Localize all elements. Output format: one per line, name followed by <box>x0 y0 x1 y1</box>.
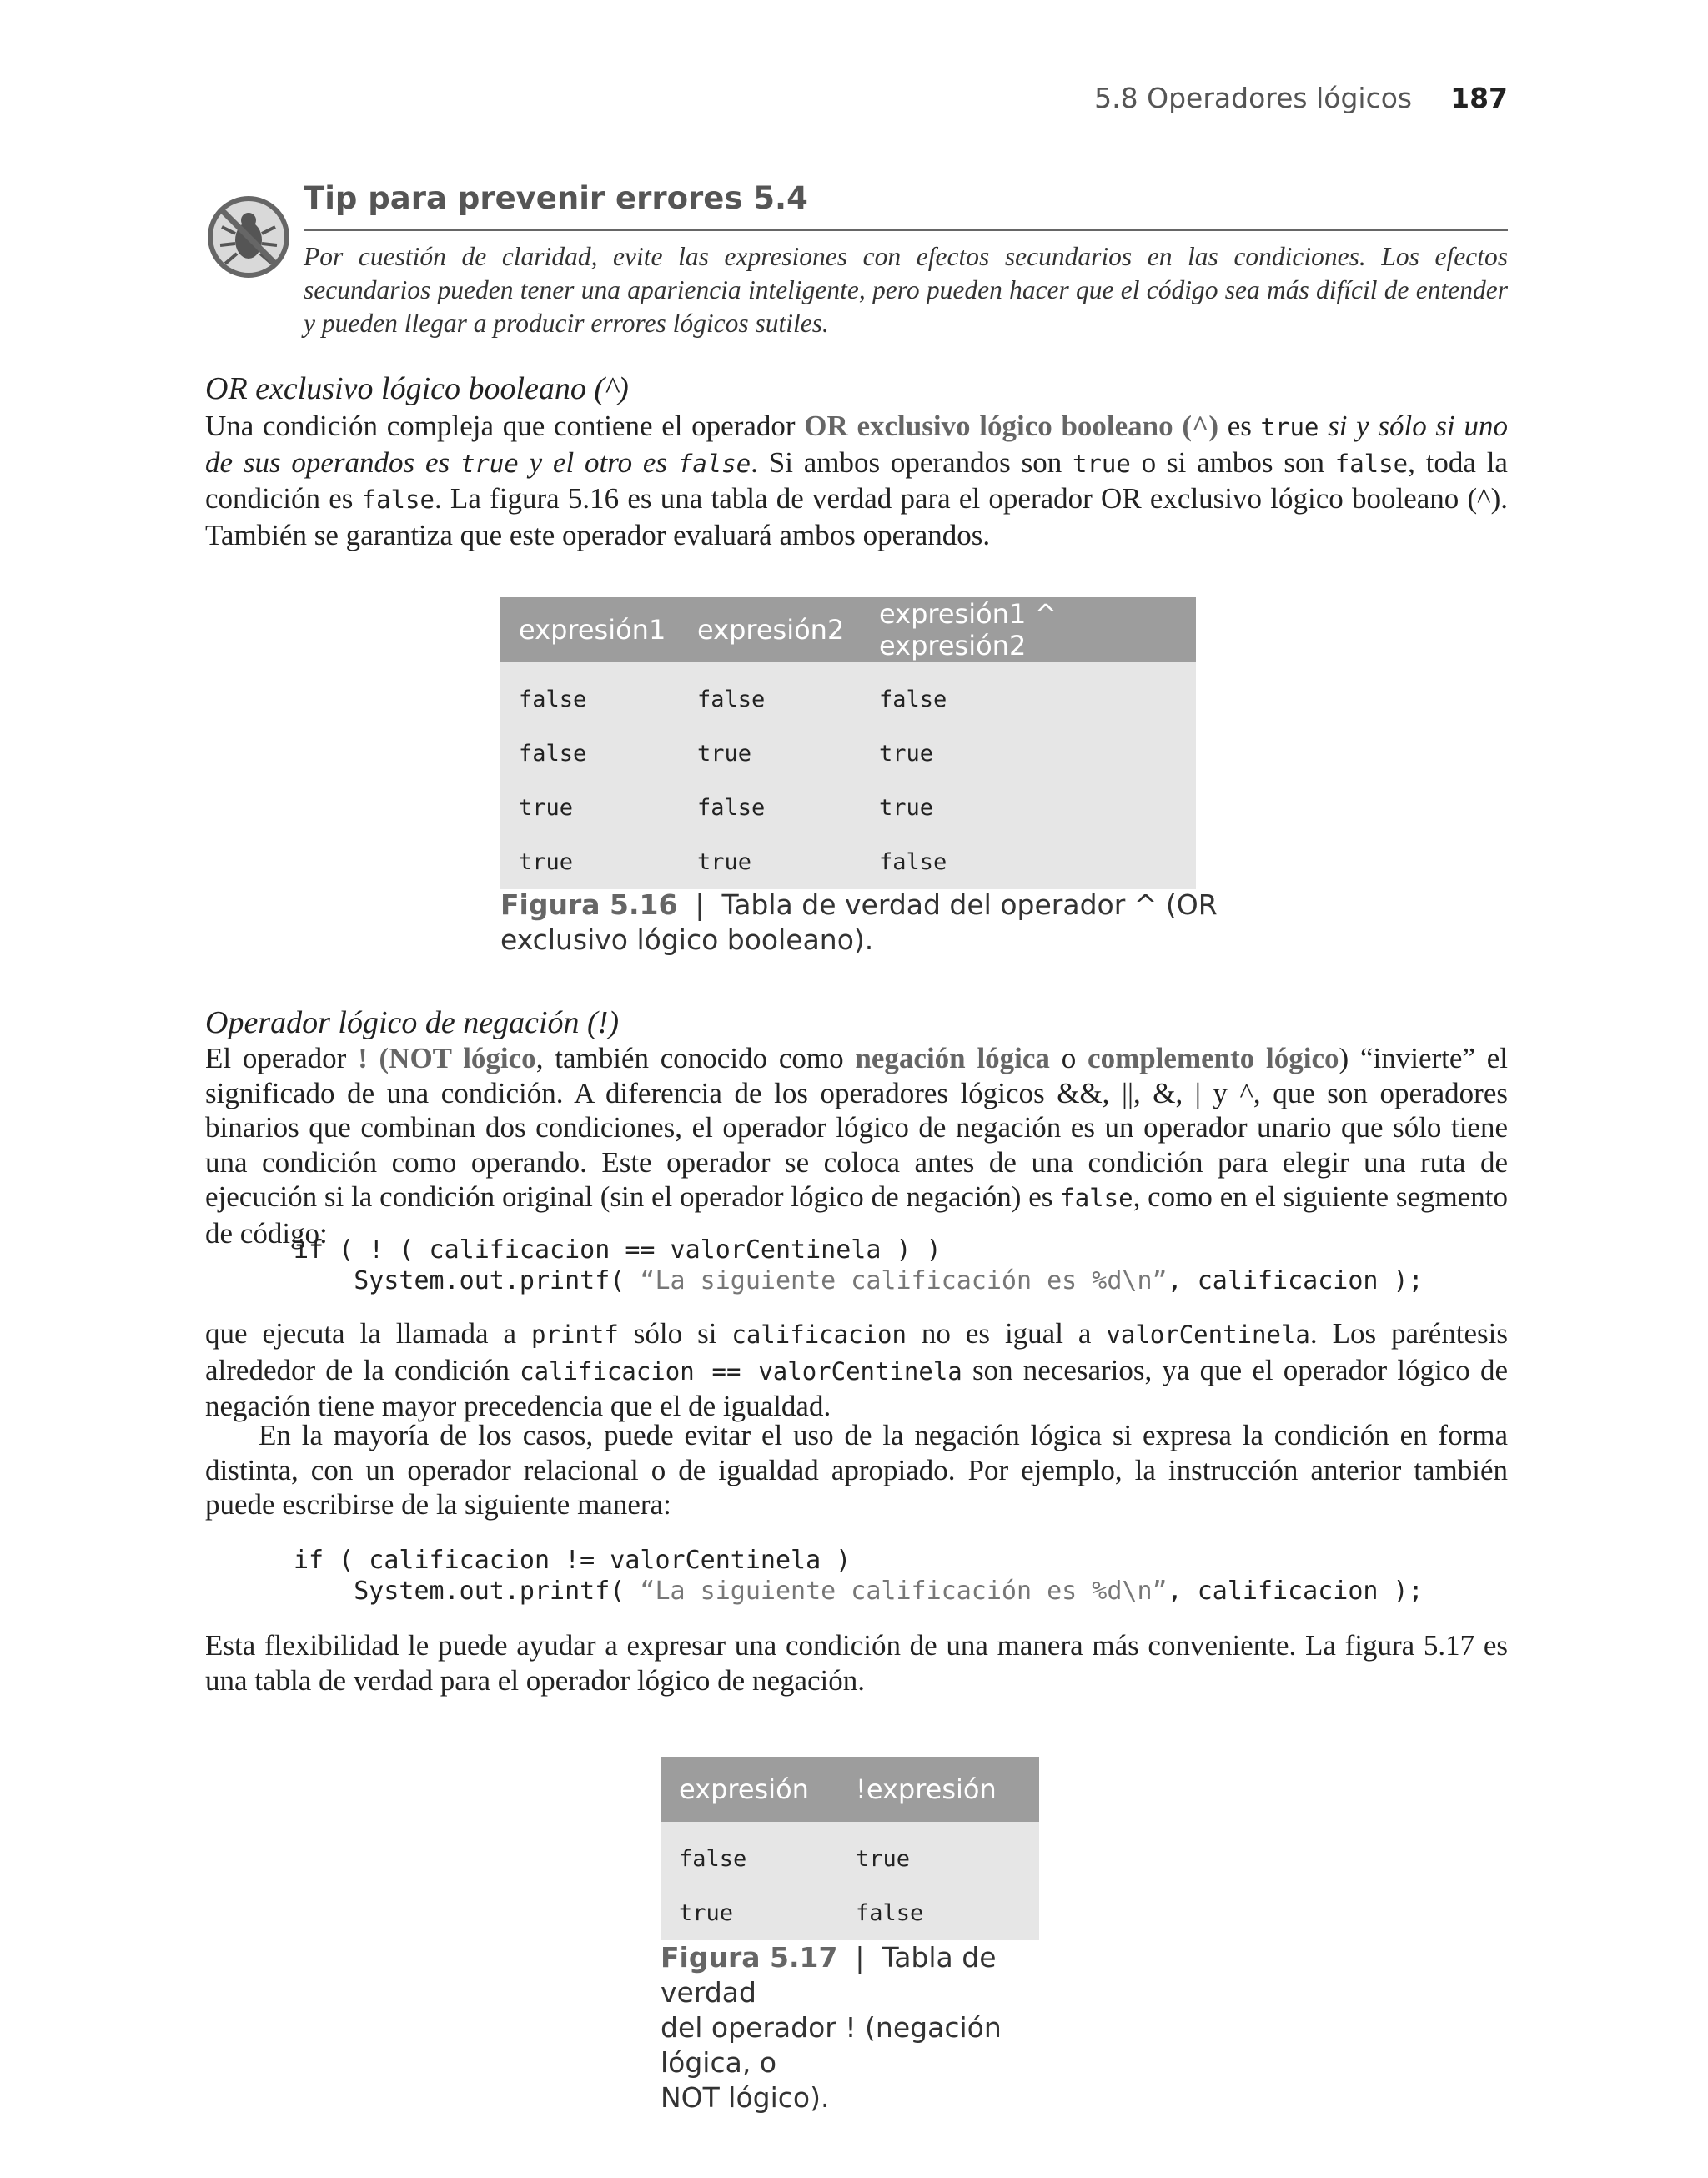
table-cell: false <box>519 741 587 767</box>
tip-divider <box>304 229 1508 231</box>
table-cell: false <box>697 795 766 821</box>
column-header: expresión <box>661 1757 837 1822</box>
table-cell: true <box>697 741 752 767</box>
table-cell: false <box>856 1900 924 1926</box>
column-header: expresión1 <box>500 597 679 662</box>
table-row <box>500 727 1196 781</box>
page-number: 187 <box>1450 82 1508 114</box>
table-cell: true <box>679 1900 734 1926</box>
table-row <box>661 1886 1039 1940</box>
paragraph-not-explain: que ejecuta la llamada a printf sólo si calificacion no es igual a valorCentinela. Los paréntesis alrededor de la condición calificacion == valorCentinela son necesarios, ya que el operador lógico de negación tiene mayor precedencia que el de igualdad. <box>205 1317 1509 1422</box>
no-bug-icon <box>205 194 292 280</box>
table-row <box>500 835 1196 889</box>
section-title: 5.8 Operadores lógicos <box>1094 82 1413 114</box>
tip-body: Por cuestión de claridad, evite las expresiones con efectos secundarios en las condiciones. Los efectos secundarios pueden tener una apariencia inteligente, pero pueden hacer que el código sea más difícil de entender y pueden llegar a producir errores lógicos sutiles. <box>304 242 1508 338</box>
table-cell: true <box>856 1846 911 1872</box>
table-cell: true <box>697 849 752 875</box>
table-cell: false <box>879 687 947 712</box>
column-header: expresión1 ^ expresión2 <box>861 597 1196 662</box>
truth-table-xor <box>500 597 1196 889</box>
section-heading-xor: OR exclusivo lógico booleano (^) <box>205 371 629 406</box>
code-snippet-2: if ( calificacion != valorCentinela ) System.out.printf( “La siguiente calificación es %d\n”, calificacion ); <box>294 1546 1424 1606</box>
figure-caption-5-17: Figura 5.17 | Tabla de verdad del operador ! (negación lógica, o NOT lógico). <box>661 1941 1002 2114</box>
table-header-row <box>661 1757 1039 1822</box>
figure-caption-5-16: Figura 5.16 | Tabla de verdad del operador ^ (OR exclusivo lógico booleano). <box>500 888 1218 956</box>
table-cell: true <box>519 795 574 821</box>
paragraph-not-alternative: En la mayoría de los casos, puede evitar el uso de la negación lógica si expresa la condición en forma distinta, con un operador relacional o de igualdad apropiado. Por ejemplo, la instrucción anterior también puede escribirse de la siguiente manera: <box>205 1419 1508 1521</box>
paragraph-xor: Una condición compleja que contiene el operador OR exclusivo lógico booleano (^) es true si y sólo si uno de sus operandos es true y el otro es false. Si ambos operandos son true o si ambos son false, toda la condición es false. La figura 5.16 es una tabla de verdad para el operador OR exclusivo lógico booleano (^). También se garantiza que este operador evaluará ambos operandos. <box>205 410 1508 551</box>
paragraph-not-intro: El operador ! (NOT lógico, también conocido como negación lógica o complemento lógico) “invierte” el significado de una condición. A diferencia de los operadores lógicos &&, ||, &, | y ^, que son operadores binarios que combinan dos condiciones, el operador lógico de negación es un operador unario que sólo tiene una condición como operando. Este operador se coloca antes de una condición para elegir una ruta de ejecución si la condición original (sin el operador lógico de negación) es false, como en el siguiente segmento de código: <box>205 1042 1509 1250</box>
table-cell: false <box>519 687 587 712</box>
section-heading-not: Operador lógico de negación (!) <box>205 1005 619 1040</box>
table-cell: false <box>879 849 947 875</box>
table-cell: true <box>879 795 934 821</box>
table-cell: false <box>679 1846 747 1872</box>
paragraph-not-flexibility: Esta flexibilidad le puede ayudar a expresar una condición de una manera más conveniente. La figura 5.17 es una tabla de verdad para el operador lógico de negación. <box>205 1629 1508 1697</box>
column-header: expresión2 <box>679 597 861 662</box>
running-header <box>1094 82 1508 115</box>
table-cell: false <box>697 687 766 712</box>
table-row <box>500 781 1196 835</box>
table-cell: true <box>519 849 574 875</box>
table-row <box>500 662 1196 727</box>
table-header-row <box>500 597 1196 662</box>
table-cell: true <box>879 741 934 767</box>
column-header: !expresión <box>837 1757 1039 1822</box>
table-row <box>661 1822 1039 1886</box>
code-snippet-1: if ( ! ( calificacion == valorCentinela ) ) System.out.printf( “La siguiente calificación es %d\n”, calificacion ); <box>294 1235 1424 1295</box>
tip-title: Tip para prevenir errores 5.4 <box>304 180 808 216</box>
truth-table-not <box>661 1757 1039 1940</box>
